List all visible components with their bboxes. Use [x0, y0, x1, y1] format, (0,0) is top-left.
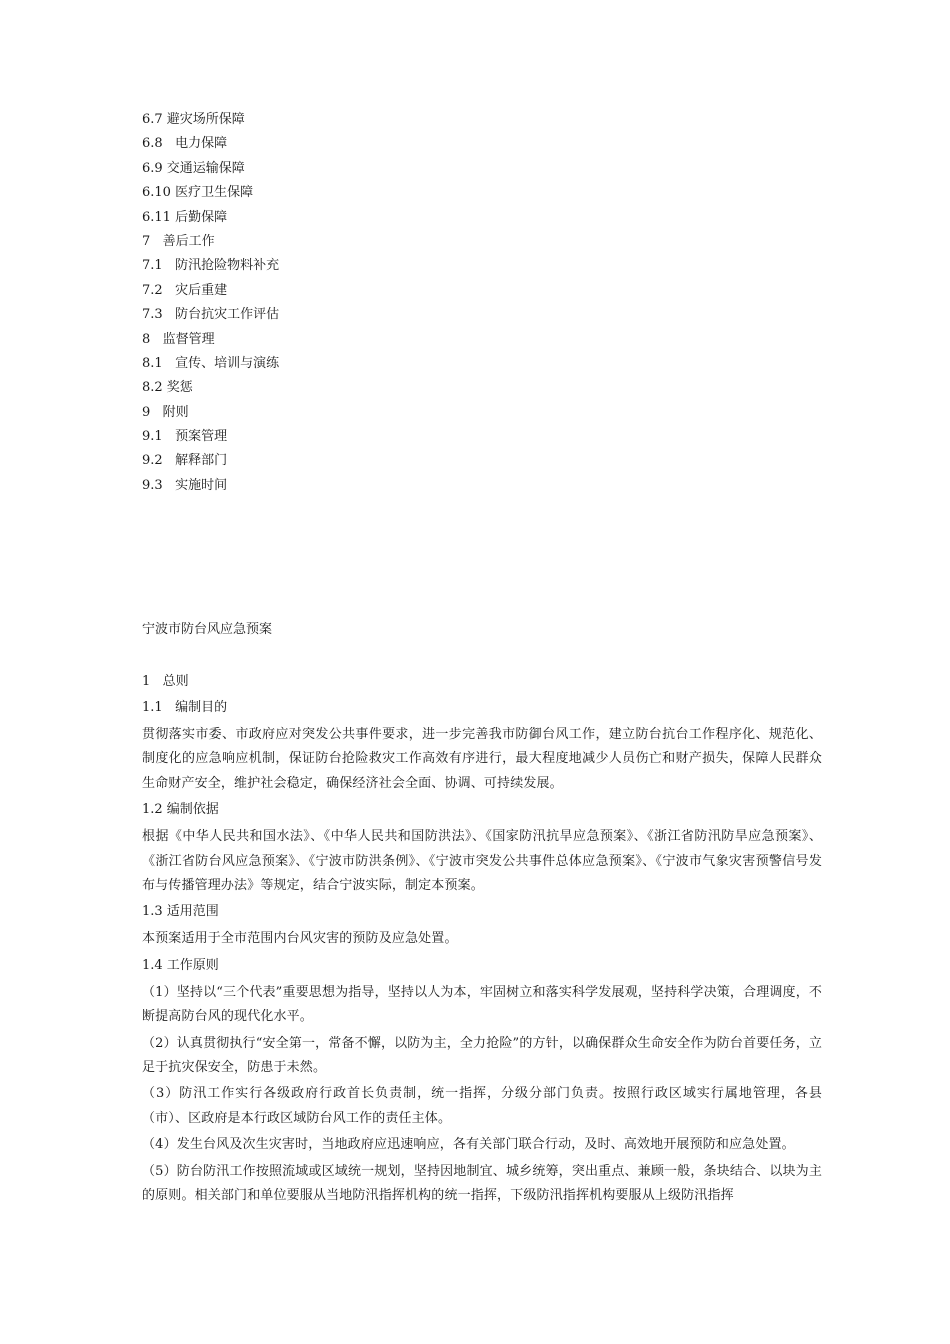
toc-entry: 9 附则	[142, 404, 189, 420]
paragraph: 本预案适用于全市范围内台风灾害的预防及应急处置。	[142, 931, 458, 947]
toc-entry: 9.1 预案管理	[142, 429, 228, 445]
toc-entry: 9.3 实施时间	[142, 477, 228, 493]
toc-entry: 8 监督管理	[142, 331, 215, 347]
toc-entry: 6.9 交通运输保障	[142, 160, 245, 176]
table-of-contents	[142, 108, 279, 498]
section-heading: 1.2 编制依据	[142, 802, 219, 818]
toc-entry: 6.8 电力保障	[142, 136, 228, 152]
paragraph: 根据《中华人民共和国水法》、《中华人民共和国防洪法》、《国家防汛抗旱应急预案》、《浙江省防汛防旱应急预案》、《浙江省防台风应急预案》、《宁波市防洪条例》、《宁波市突发公共事件总体应急预案》、《宁波市气象灾害预警信号发布与传播管理办法》等规定，结合宁波实际，制定本预案。	[142, 829, 822, 894]
paragraph: （1）坚持以“三个代表”重要思想为指导，坚持以人为本，牢固树立和落实科学发展观，坚持科学决策，合理调度，不断提高防台风的现代化水平。	[142, 984, 822, 1025]
section-heading: 1.3 适用范围	[142, 904, 219, 920]
toc-entry: 7 善后工作	[142, 233, 215, 249]
document-title: 宁波市防台风应急预案	[142, 622, 273, 637]
toc-entry: 6.7 避灾场所保障	[142, 112, 245, 127]
paragraph: （3）防汛工作实行各级政府行政首长负责制，统一指挥，分级分部门负责。按照行政区域实行属地管理，各县（市）、区政府是本行政区域防台风工作的责任主体。	[142, 1086, 822, 1126]
toc-entry: 8.1 宣传、培训与演练	[142, 355, 280, 371]
section-heading: 1.1 编制目的	[142, 700, 228, 715]
toc-entry: 8.2 奖惩	[142, 380, 193, 396]
toc-entry: 7.2 灾后重建	[142, 282, 228, 298]
toc-entry: 6.11 后勤保障	[142, 209, 228, 225]
toc-entry: 9.2 解释部门	[142, 453, 228, 469]
toc-entry: 6.10 医疗卫生保障	[142, 185, 254, 201]
section-heading: 1.4 工作原则	[142, 957, 219, 973]
section-heading: 1 总则	[142, 674, 189, 689]
toc-entry: 7.3 防台抗灾工作评估	[142, 307, 280, 323]
paragraph: （5）防台防汛工作按照流域或区域统一规划，坚持因地制宜、城乡统筹，突出重点、兼顾一般，条块结合、以块为主的原则。相关部门和单位要服从当地防汛指挥机构的统一指挥，下级防汛指挥机构要服从上级防汛指挥	[142, 1163, 822, 1204]
paragraph: （2）认真贯彻执行“安全第一，常备不懈，以防为主，全力抢险”的方针，以确保群众生命安全作为防台首要任务，立足于抗灾保安全，防患于未然。	[142, 1035, 822, 1076]
paragraph: 贯彻落实市委、市政府应对突发公共事件要求，进一步完善我市防御台风工作，建立防台抗台工作程序化、规范化、制度化的应急响应机制，保证防台抢险救灾工作高效有序进行，最大程度地减少人员伤亡和财产损失，保障人民群众生命财产安全，维护社会稳定，确保经济社会全面、协调、可持续发展。	[142, 727, 822, 791]
paragraph: （4）发生台风及次生灾害时，当地政府应迅速响应，各有关部门联合行动，及时、高效地开展预防和应急处置。	[142, 1137, 795, 1153]
toc-entry: 7.1 防汛抢险物料补充	[142, 258, 280, 274]
document-body	[142, 671, 822, 1211]
